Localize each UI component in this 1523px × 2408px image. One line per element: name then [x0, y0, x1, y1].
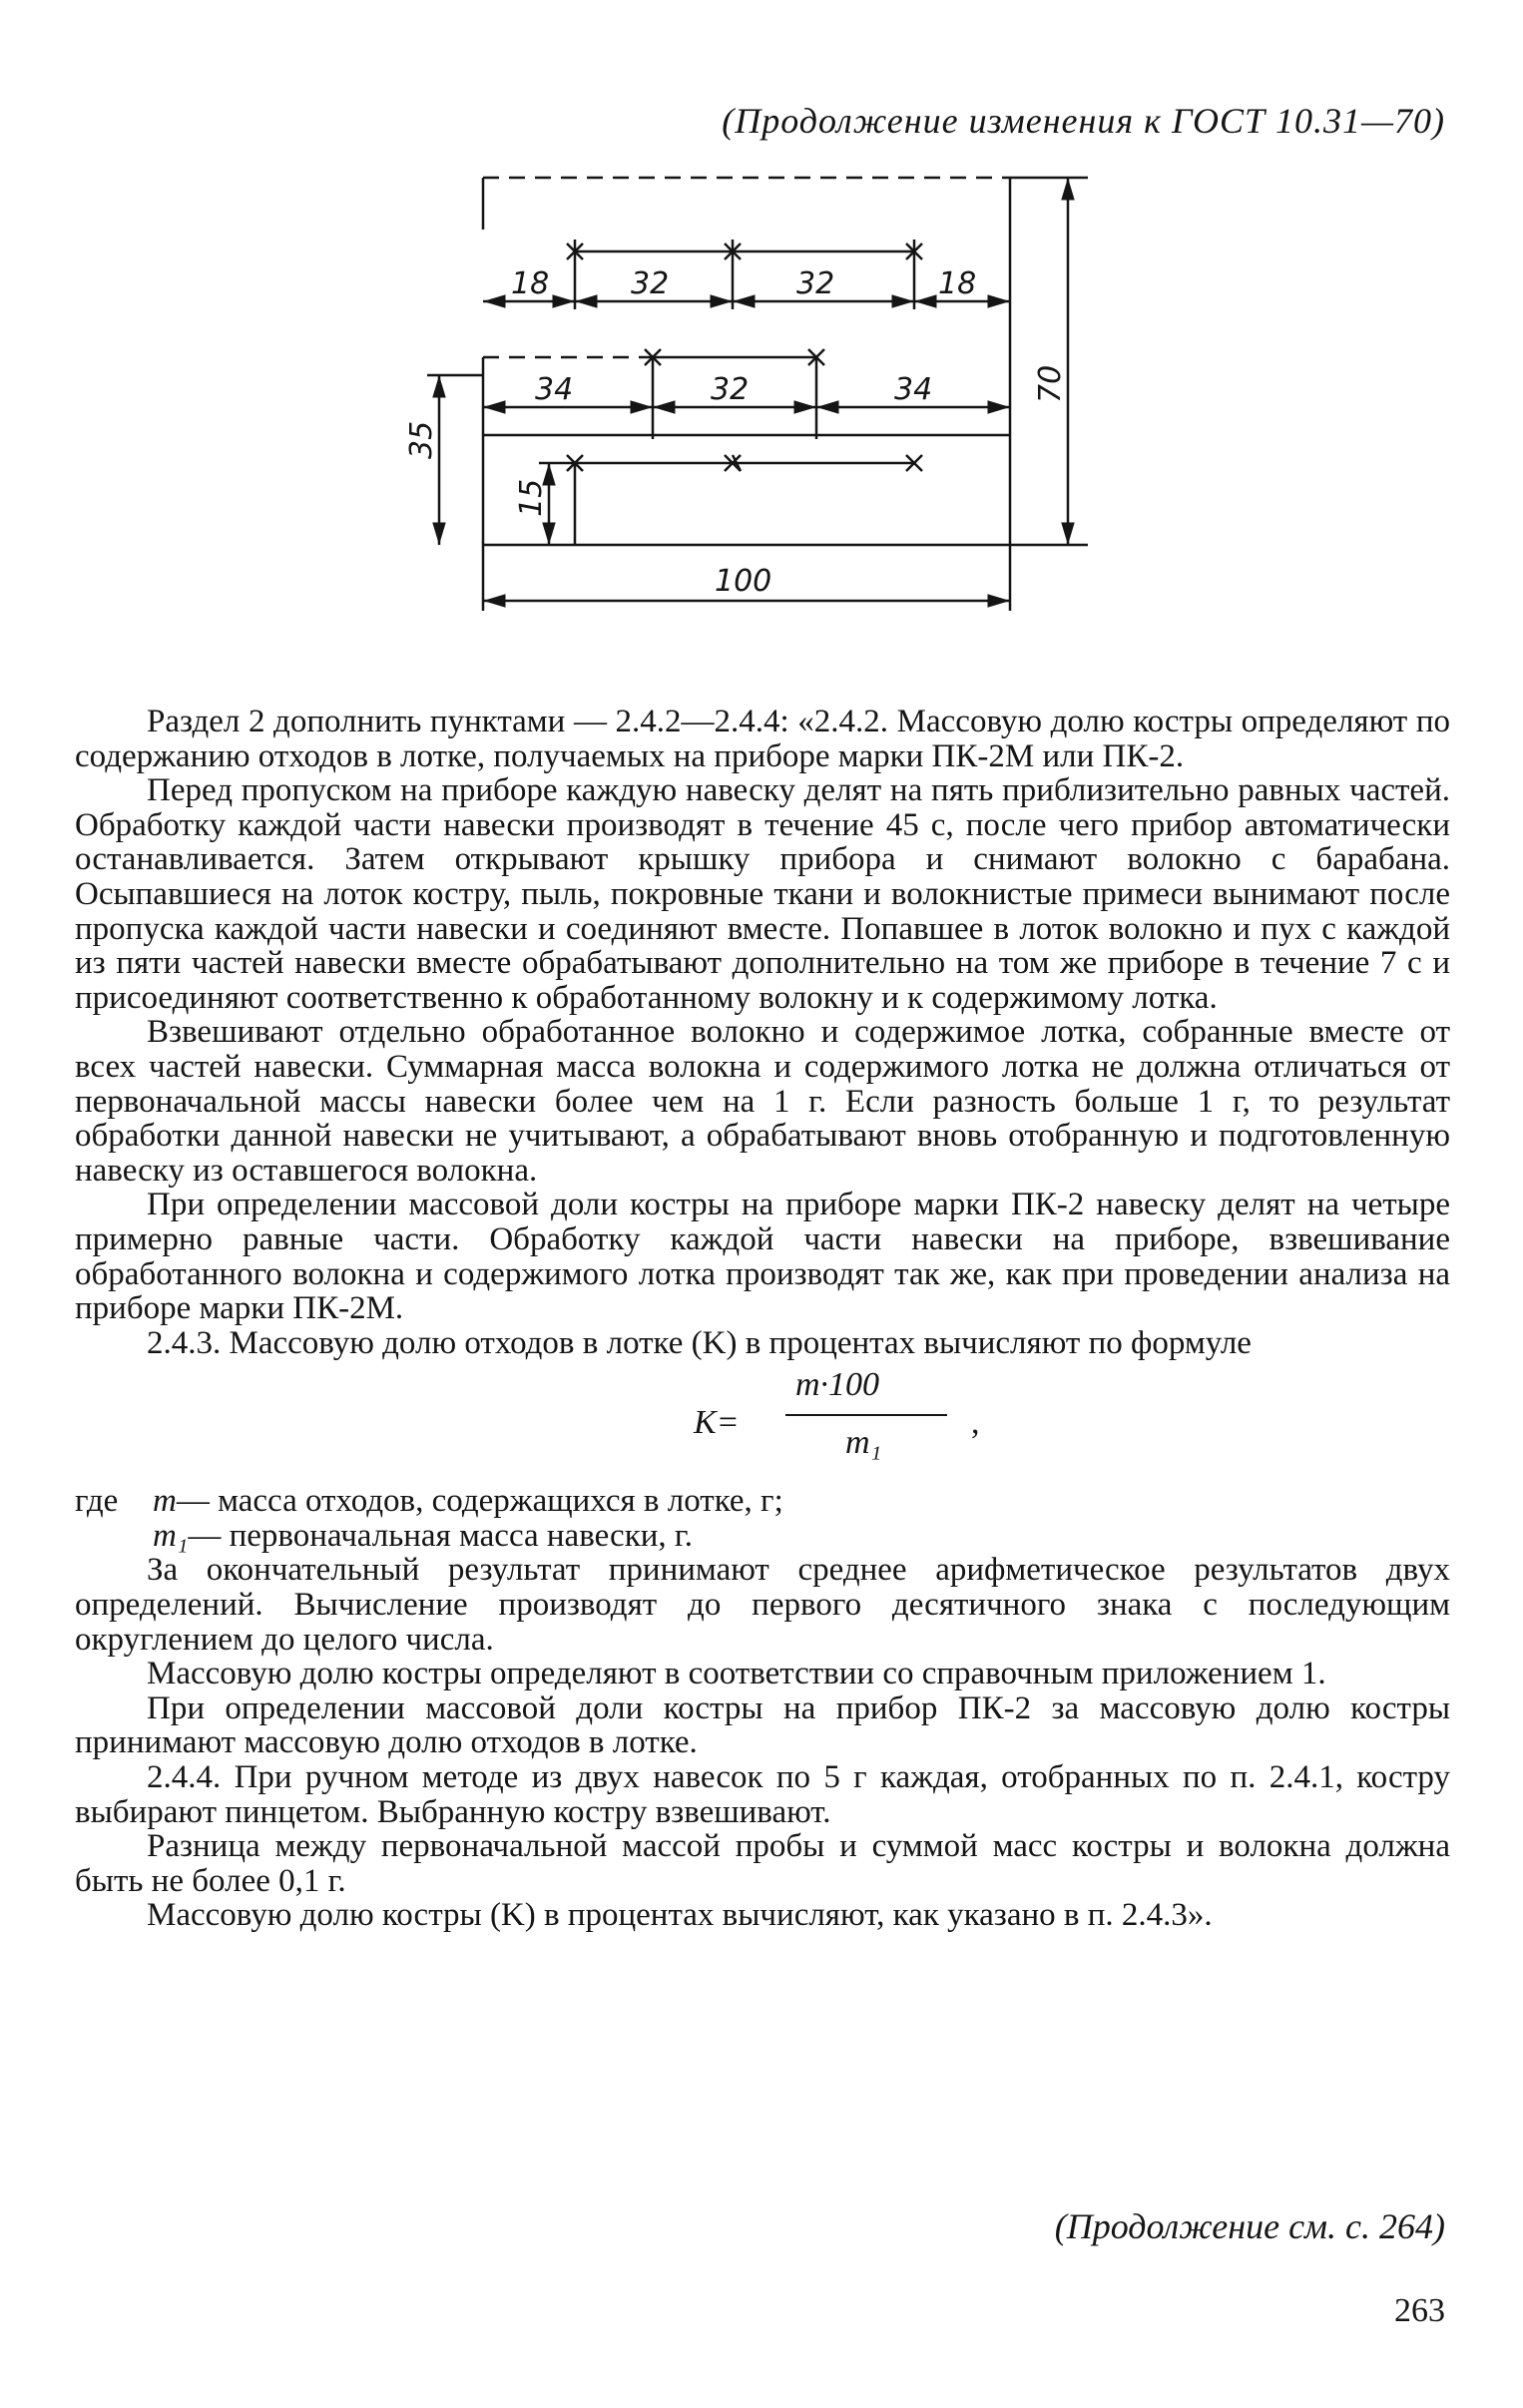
paragraph-9: 2.4.4. При ручном методе из двух навесок по 5 г каждая, отобранных по п. 2.4.1, костру выбирают пинцетом. Выбранную костру взвешивают.	[75, 1759, 1450, 1830]
body-text	[75, 705, 1450, 1933]
formula-numerator: m·100	[795, 1366, 880, 1404]
dim-34-left: 34	[535, 372, 574, 407]
definition-symbol-m: m	[153, 1483, 177, 1520]
definition-row-1	[75, 1484, 1450, 1519]
paragraph-11: Массовую долю костры (K) в процентах вычисляют, как указано в п. 2.4.3».	[147, 1897, 1213, 1934]
definitions	[75, 1484, 1450, 1553]
definition-text-m: — масса отходов, содержащихся в лотке, г;	[176, 1483, 783, 1520]
paragraph-7: Массовую долю костры определяют в соответствии со справочным приложением 1.	[147, 1656, 1326, 1692]
paragraph-6: За окончательный результат принимают среднее арифметическое результатов двух определений. Вычисление производят до первого десятичного знака с последующим округлением до целого числа.	[75, 1552, 1450, 1658]
definition-spacer	[75, 1519, 153, 1554]
definition-symbol-m1: m₁	[153, 1517, 189, 1554]
formula-denominator: m₁	[845, 1424, 882, 1462]
dim-34-right: 34	[894, 372, 933, 407]
paragraph-5: 2.4.3. Массовую долю отходов в лотке (K) в процентах вычисляют по формуле	[147, 1324, 1252, 1361]
dim-32-middle: 32	[711, 372, 750, 407]
continuation-header: (Продолжение изменения к ГОСТ 10.31—70)	[722, 101, 1445, 141]
paragraph-10: Разница между первоначальной массой пробы и суммой масс костры и волокна должна быть не более 0,1 г.	[75, 1828, 1450, 1899]
dim-18-left: 18	[511, 266, 550, 301]
paragraph-1: Раздел 2 дополнить пунктами — 2.4.2—2.4.4: «2.4.2. Массовую долю костры определяют по содержанию отходов в лотке, получаемых на приборе марки ПК-2М или ПК-2.	[75, 704, 1450, 774]
dim-70: 70	[1033, 364, 1068, 403]
formula	[75, 1368, 1450, 1480]
paragraph-2: Перед пропуском на приборе каждую навеску делят на пять приблизительно равных частей. Обработку каждой части навески производят в течение 45 с, после чего прибор автоматически останавливается. Затем открывают крышку прибора и снимают волокно с барабана. Осыпавшиеся на лоток костру, пыль, покровные ткани и волокнистые примеси вынимают после пропуска каждой части навески и соединяют вместе. Попавшее в лоток волокно и пух с каждой из пяти частей навески вместе обрабатывают дополнительно на том же приборе в течение 7 с и присоединяют соответственно к обработанному волокну и к содержимому лотка.	[75, 772, 1450, 1016]
paragraph-3: Взвешивают отдельно обработанное волокно и содержимое лотка, собранные вместе от всех частей навески. Суммарная масса волокна и содержимого лотка не должна отличаться от первоначальной массы навески более чем на 1 г. Если разность больше 1 г, то результат обработки данной навески не учитывают, а обрабатывают вновь отобранную и подготовленную навеску из оставшегося волокна.	[75, 1014, 1450, 1189]
formula-comma: ,	[971, 1404, 980, 1442]
fraction-bar	[785, 1414, 947, 1416]
dim-32-second: 32	[796, 266, 835, 301]
diagram-svg	[399, 160, 1138, 659]
definition-row-2	[75, 1519, 1450, 1554]
dim-100: 100	[715, 564, 772, 599]
paragraph-4: При определении массовой доли костры на приборе марки ПК-2 навеску делят на четыре примерно равные части. Обработку каждой части навески на приборе, взвешивание обработанного волокна и содержимого лотка производят так же, как при проведении анализа на приборе марки ПК-2М.	[75, 1187, 1450, 1327]
page-number: 263	[1394, 2292, 1445, 2329]
dim-15: 15	[514, 478, 549, 517]
definition-text-m1: — первоначальная масса навески, г.	[188, 1517, 693, 1554]
dimension-diagram	[399, 160, 1138, 659]
dim-35: 35	[404, 420, 439, 459]
continuation-footer: (Продолжение см. с. 264)	[1054, 2206, 1445, 2246]
dim-32-first: 32	[631, 266, 670, 301]
formula-lhs: K=	[694, 1404, 740, 1442]
dim-18-right: 18	[938, 266, 977, 301]
paragraph-8: При определении массовой доли костры на прибор ПК-2 за массовую долю костры принимают массовую долю отходов в лотке.	[75, 1689, 1450, 1761]
definition-lead: где	[75, 1483, 119, 1520]
